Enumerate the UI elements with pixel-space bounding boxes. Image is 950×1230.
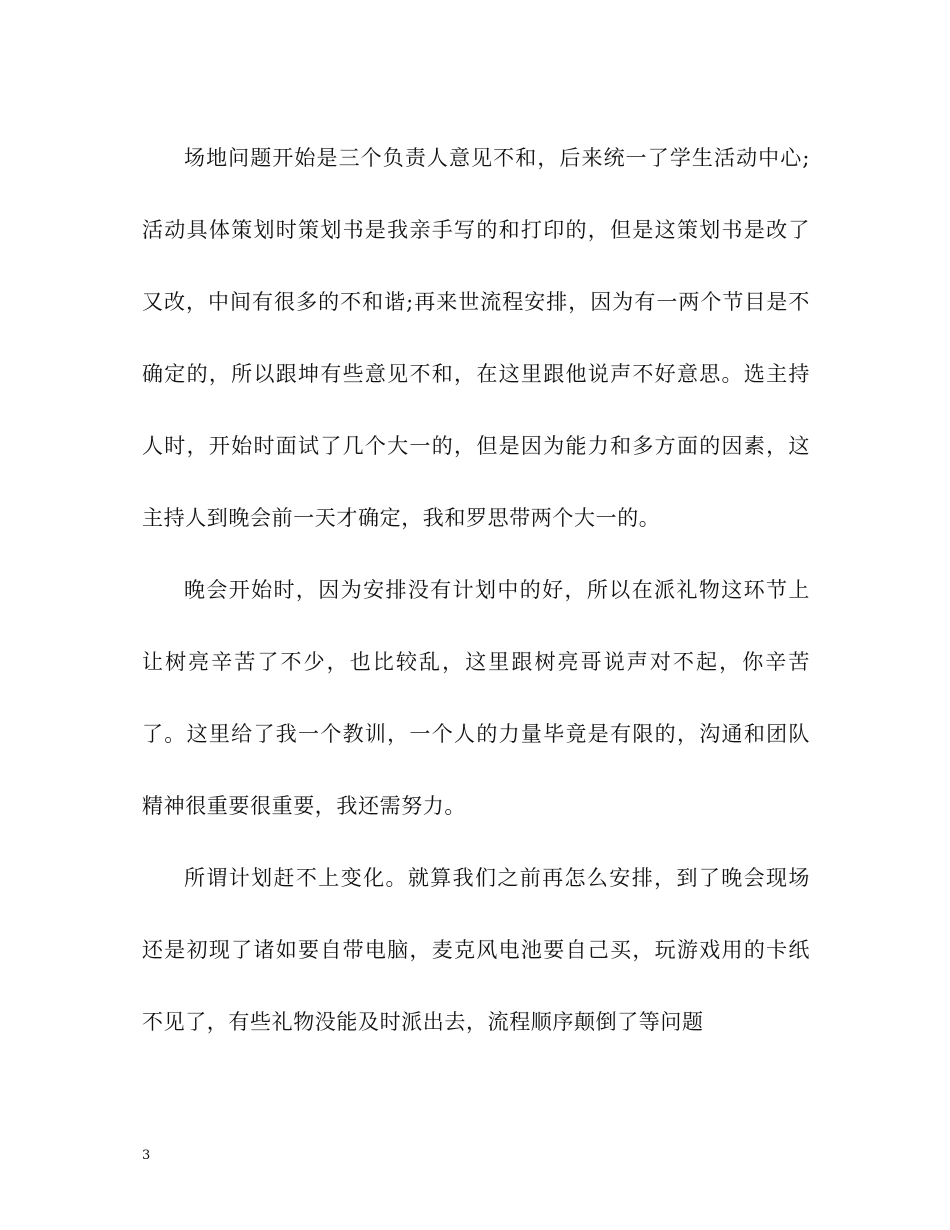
paragraph-2: 晚会开始时，因为安排没有计划中的好，所以在派礼物这环节上让树亮辛苦了不少，也比较乱，这里跟树亮哥说声对不起，你辛苦了。这里给了我一个教训，一个人的力量毕竟是有限的，沟通和团队精神很重要很重要，我还需努力。: [142, 578, 810, 818]
body-text: [142, 122, 810, 1058]
paragraph-1: 场地问题开始是三个负责人意见不和，后来统一了学生活动中心;活动具体策划时策划书是我亲手写的和打印的，但是这策划书是改了又改，中间有很多的不和谐;再来世流程安排，因为有一两个节目是不确定的，所以跟坤有些意见不和，在这里跟他说声不好意思。选主持人时，开始时面试了几个大一的，但是因为能力和多方面的因素，这主持人到晚会前一天才确定，我和罗思带两个大一的。: [142, 146, 810, 530]
page-number: 3: [142, 1148, 151, 1163]
paragraph-3: 所谓计划赶不上变化。就算我们之前再怎么安排，到了晚会现场还是初现了诸如要自带电脑，麦克风电池要自己买，玩游戏用的卡纸不见了，有些礼物没能及时派出去，流程顺序颠倒了等问题: [142, 866, 810, 1034]
